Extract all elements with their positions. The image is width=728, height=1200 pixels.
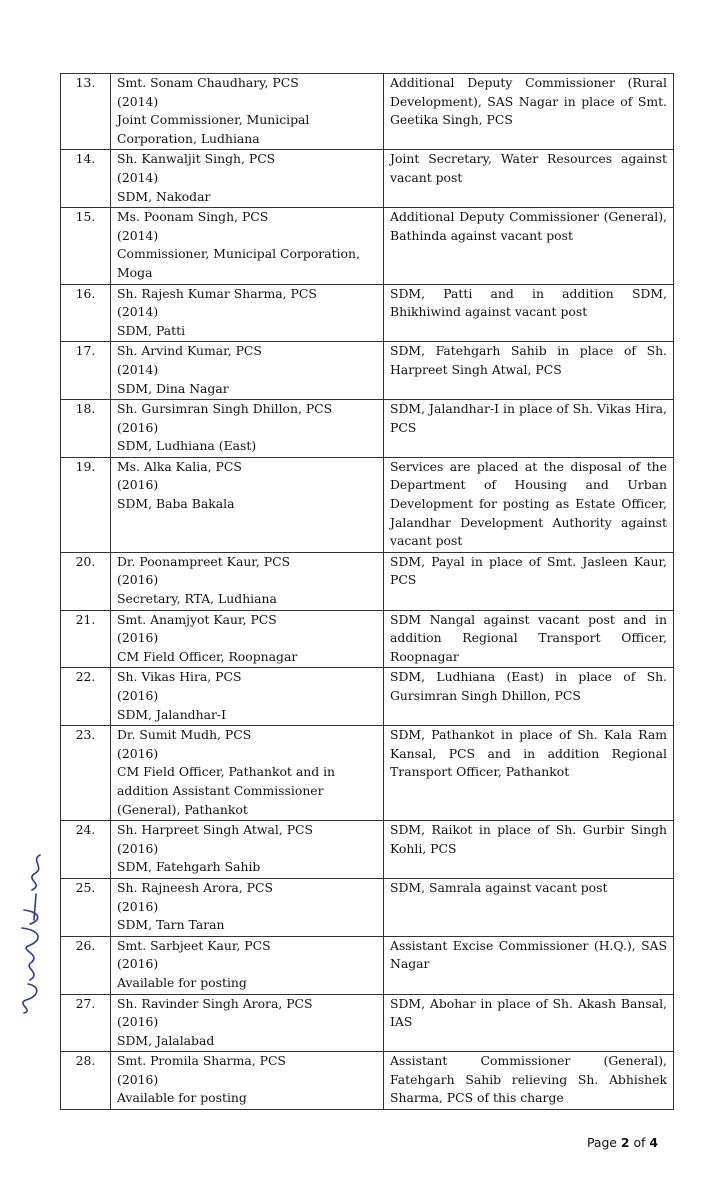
serial-number: 25. bbox=[61, 878, 111, 936]
officer-cell bbox=[111, 74, 384, 150]
page-current: 2 bbox=[620, 1135, 630, 1150]
new-posting: Assistant Excise Commissioner (H.Q.), SAS Nagar bbox=[384, 936, 674, 994]
serial-number: 22. bbox=[61, 668, 111, 726]
serial-number: 17. bbox=[61, 342, 111, 400]
officer-name: Sh. Gursimran Singh Dhillon, PCS bbox=[117, 401, 333, 417]
table-row bbox=[61, 284, 674, 342]
table-row bbox=[61, 726, 674, 821]
handwritten-signature bbox=[10, 850, 48, 1015]
officer-cell bbox=[111, 668, 384, 726]
current-posting: Available for posting bbox=[117, 1090, 247, 1106]
new-posting: SDM, Payal in place of Smt. Jasleen Kaur, PCS bbox=[384, 552, 674, 610]
officer-name: Smt. Anamjyot Kaur, PCS bbox=[117, 611, 277, 627]
current-posting: CM Field Officer, Roopnagar bbox=[117, 648, 298, 664]
officer-cell bbox=[111, 878, 384, 936]
current-posting: Secretary, RTA, Ludhiana bbox=[117, 591, 277, 607]
current-posting: Available for posting bbox=[117, 974, 247, 990]
serial-number: 13. bbox=[61, 74, 111, 150]
current-posting: SDM, Baba Bakala bbox=[117, 496, 235, 512]
officer-batch: (2014) bbox=[117, 93, 159, 109]
officer-name: Sh. Vikas Hira, PCS bbox=[117, 669, 242, 685]
current-posting: CM Field Officer, Pathankot and in addition Assistant Commissioner (General), Pathankot bbox=[117, 764, 336, 817]
serial-number: 19. bbox=[61, 457, 111, 552]
current-posting: SDM, Fatehgarh Sahib bbox=[117, 859, 261, 875]
new-posting: Services are placed at the disposal of the Department of Housing and Urban Development for posting as Estate Officer, Jalandhar Development Authority against vacant post bbox=[384, 457, 674, 552]
officer-cell bbox=[111, 552, 384, 610]
officer-cell bbox=[111, 457, 384, 552]
officer-name: Smt. Promila Sharma, PCS bbox=[117, 1053, 286, 1069]
officer-batch: (2014) bbox=[117, 227, 159, 243]
current-posting: SDM, Ludhiana (East) bbox=[117, 438, 257, 454]
officer-name: Smt. Sonam Chaudhary, PCS bbox=[117, 75, 299, 90]
serial-number: 23. bbox=[61, 726, 111, 821]
new-posting: SDM, Ludhiana (East) in place of Sh. Gursimran Singh Dhillon, PCS bbox=[384, 668, 674, 726]
serial-number: 16. bbox=[61, 284, 111, 342]
current-posting: SDM, Nakodar bbox=[117, 188, 211, 204]
page-word: Page bbox=[586, 1135, 617, 1150]
table-row bbox=[61, 936, 674, 994]
new-posting: Additional Deputy Commissioner (Rural Development), SAS Nagar in place of Smt. Geetika Singh, PCS bbox=[384, 74, 674, 150]
officer-name: Sh. Rajesh Kumar Sharma, PCS bbox=[117, 285, 317, 301]
officer-name: Sh. Ravinder Singh Arora, PCS bbox=[117, 995, 313, 1011]
new-posting: Additional Deputy Commissioner (General), Bathinda against vacant post bbox=[384, 208, 674, 284]
serial-number: 14. bbox=[61, 150, 111, 208]
officer-cell bbox=[111, 994, 384, 1052]
officer-name: Ms. Alka Kalia, PCS bbox=[117, 458, 242, 474]
new-posting: SDM, Abohar in place of Sh. Akash Bansal, IAS bbox=[384, 994, 674, 1052]
officer-name: Sh. Kanwaljit Singh, PCS bbox=[117, 151, 276, 167]
officer-cell bbox=[111, 284, 384, 342]
serial-number: 27. bbox=[61, 994, 111, 1052]
serial-number: 18. bbox=[61, 400, 111, 458]
new-posting: SDM, Pathankot in place of Sh. Kala Ram Kansal, PCS and in addition Regional Transport Officer, Pathankot bbox=[384, 726, 674, 821]
posting-orders-table bbox=[60, 73, 674, 1110]
new-posting: SDM, Jalandhar-I in place of Sh. Vikas Hira, PCS bbox=[384, 400, 674, 458]
serial-number: 26. bbox=[61, 936, 111, 994]
table-row bbox=[61, 821, 674, 879]
current-posting: Commissioner, Municipal Corporation, Moga bbox=[117, 246, 360, 280]
new-posting: SDM, Raikot in place of Sh. Gurbir Singh Kohli, PCS bbox=[384, 821, 674, 879]
officer-name: Sh. Arvind Kumar, PCS bbox=[117, 343, 262, 359]
serial-number: 15. bbox=[61, 208, 111, 284]
table-row bbox=[61, 208, 674, 284]
officer-batch: (2016) bbox=[117, 1014, 159, 1030]
of-word: of bbox=[633, 1135, 646, 1150]
officer-name: Smt. Sarbjeet Kaur, PCS bbox=[117, 937, 271, 953]
officer-batch: (2016) bbox=[117, 419, 159, 435]
current-posting: SDM, Jalalabad bbox=[117, 1032, 215, 1048]
serial-number: 28. bbox=[61, 1052, 111, 1110]
officer-cell bbox=[111, 1052, 384, 1110]
table-row bbox=[61, 878, 674, 936]
officer-batch: (2016) bbox=[117, 1071, 159, 1087]
officer-cell bbox=[111, 400, 384, 458]
serial-number: 21. bbox=[61, 610, 111, 668]
new-posting: SDM, Fatehgarh Sahib in place of Sh. Harpreet Singh Atwal, PCS bbox=[384, 342, 674, 400]
new-posting: SDM, Samrala against vacant post bbox=[384, 878, 674, 936]
page-number bbox=[587, 1135, 658, 1150]
officer-batch: (2016) bbox=[117, 840, 159, 856]
new-posting: SDM, Patti and in addition SDM, Bhikhiwind against vacant post bbox=[384, 284, 674, 342]
officer-batch: (2016) bbox=[117, 630, 159, 646]
serial-number: 20. bbox=[61, 552, 111, 610]
officer-cell bbox=[111, 208, 384, 284]
table-row bbox=[61, 400, 674, 458]
officer-name: Ms. Poonam Singh, PCS bbox=[117, 209, 269, 225]
current-posting: SDM, Dina Nagar bbox=[117, 380, 229, 396]
current-posting: SDM, Patti bbox=[117, 322, 186, 338]
table-row bbox=[61, 1052, 674, 1110]
current-posting: Joint Commissioner, Municipal Corporation, Ludhiana bbox=[117, 112, 310, 146]
officer-batch: (2014) bbox=[117, 361, 159, 377]
officer-batch: (2016) bbox=[117, 477, 159, 493]
officer-cell bbox=[111, 821, 384, 879]
page-total: 4 bbox=[649, 1135, 658, 1150]
officer-batch: (2016) bbox=[117, 956, 159, 972]
officer-name: Sh. Rajneesh Arora, PCS bbox=[117, 879, 273, 895]
table-row bbox=[61, 342, 674, 400]
officer-batch: (2016) bbox=[117, 572, 159, 588]
officer-name: Sh. Harpreet Singh Atwal, PCS bbox=[117, 822, 314, 838]
officer-cell bbox=[111, 150, 384, 208]
table-row bbox=[61, 457, 674, 552]
officer-batch: (2016) bbox=[117, 688, 159, 703]
current-posting: SDM, Jalandhar-I bbox=[117, 706, 226, 722]
new-posting: SDM Nangal against vacant post and in addition Regional Transport Officer, Roopnagar bbox=[384, 610, 674, 668]
current-posting: SDM, Tarn Taran bbox=[117, 917, 225, 933]
officer-batch: (2016) bbox=[117, 898, 159, 914]
officer-batch: (2016) bbox=[117, 745, 159, 761]
officer-batch: (2014) bbox=[117, 169, 159, 185]
table-row bbox=[61, 668, 674, 726]
serial-number: 24. bbox=[61, 821, 111, 879]
new-posting: Joint Secretary, Water Resources against vacant post bbox=[384, 150, 674, 208]
officer-cell bbox=[111, 726, 384, 821]
table-row bbox=[61, 994, 674, 1052]
table-body bbox=[61, 74, 674, 1110]
officer-name: Dr. Poonampreet Kaur, PCS bbox=[117, 553, 291, 569]
new-posting: Assistant Commissioner (General), Fatehgarh Sahib relieving Sh. Abhishek Sharma, PCS of this charge bbox=[384, 1052, 674, 1110]
table-row bbox=[61, 74, 674, 150]
officer-batch: (2014) bbox=[117, 304, 159, 320]
officer-cell bbox=[111, 610, 384, 668]
table-row bbox=[61, 552, 674, 610]
table-row bbox=[61, 610, 674, 668]
officer-cell bbox=[111, 936, 384, 994]
officer-name: Dr. Sumit Mudh, PCS bbox=[117, 727, 252, 743]
officer-cell bbox=[111, 342, 384, 400]
table-row bbox=[61, 150, 674, 208]
